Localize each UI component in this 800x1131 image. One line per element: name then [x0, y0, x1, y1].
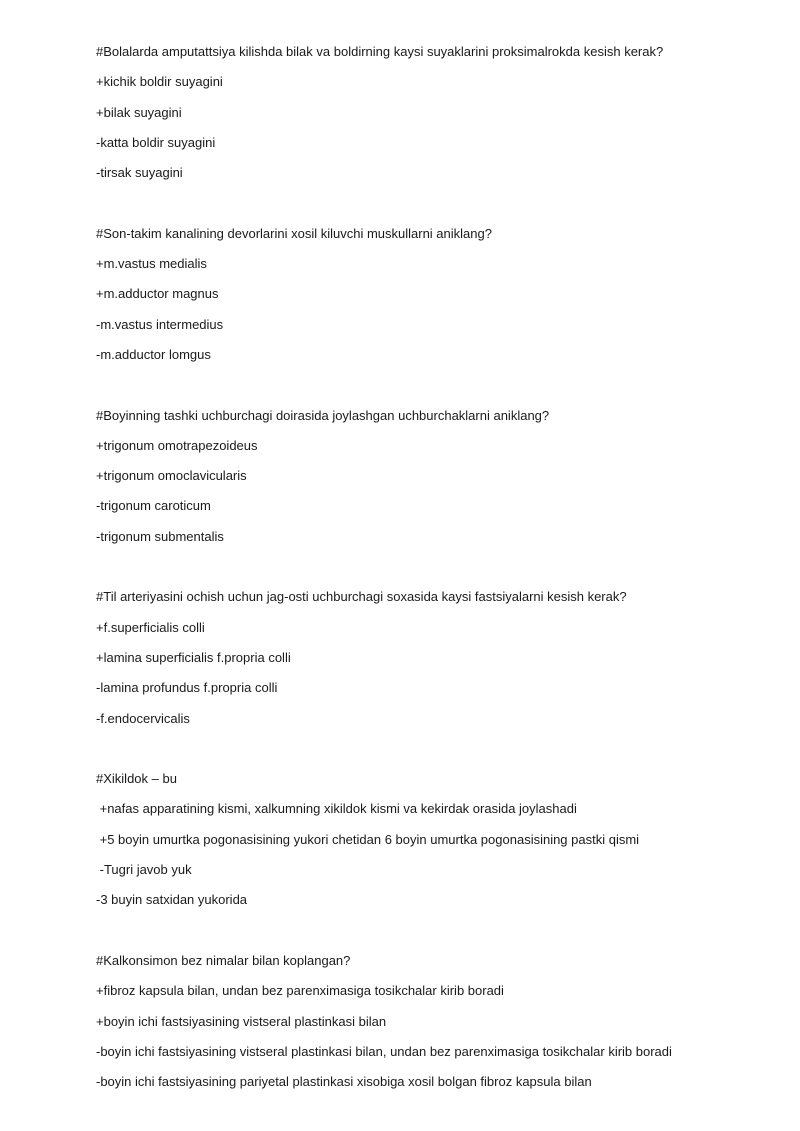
answer-option: +bilak suyagini — [96, 104, 182, 120]
answer-option: -trigonum caroticum — [96, 498, 211, 514]
question-text: #Boyinning tashki uchburchagi doirasida joylashgan uchburchaklarni aniklang? — [96, 407, 550, 423]
paragraph-gap — [96, 188, 776, 218]
question-block — [96, 946, 776, 1097]
answer-option: -m.adductor lomgus — [96, 346, 211, 362]
answer-option: +5 boyin umurtka pogonasisining yukori chetidan 6 boyin umurtka pogonasisining pastki qismi — [96, 831, 640, 847]
question-text: #Xikildok – bu — [96, 771, 177, 787]
paragraph-gap — [96, 734, 776, 764]
answer-option: +nafas apparatining kismi, xalkumning xikildok kismi va kekirdak orasida joylashadi — [96, 801, 577, 817]
question-text: #Son-takim kanalining devorlarini xosil kiluvchi muskullarni aniklang? — [96, 225, 492, 241]
question-block — [96, 219, 776, 401]
paragraph-gap — [96, 370, 776, 400]
answer-option: +m.adductor magnus — [96, 286, 219, 302]
question-text: #Til arteriyasini ochish uchun jag-osti uchburchagi soxasida kaysi fastsiyalarni kesish kerak? — [96, 589, 627, 605]
question-block — [96, 582, 776, 764]
answer-option: -Tugri javob yuk — [96, 862, 192, 878]
answer-option: +kichik boldir suyagini — [96, 74, 223, 90]
answer-option: -boyin ichi fastsiyasining pariyetal plastinkasi xisobiga xosil bolgan fibroz kapsula bilan — [96, 1074, 592, 1090]
paragraph-gap — [96, 916, 776, 946]
answer-option: -3 buyin satxidan yukorida — [96, 892, 248, 908]
answer-option: -boyin ichi fastsiyasining vistseral plastinkasi bilan, undan bez parenximasiga tosikchalar kirib boradi — [96, 1043, 672, 1059]
question-block — [96, 401, 776, 583]
answer-option: +fibroz kapsula bilan, undan bez parenximasiga tosikchalar kirib boradi — [96, 983, 504, 999]
question-block — [96, 37, 776, 219]
answer-option: +lamina superficialis f.propria colli — [96, 649, 291, 665]
answer-option: -tirsak suyagini — [96, 165, 183, 181]
paragraph-gap — [96, 552, 776, 582]
question-block — [96, 764, 776, 946]
answer-option: +m.vastus medialis — [96, 256, 207, 272]
answer-option: -katta boldir suyagini — [96, 134, 216, 150]
question-text: #Kalkonsimon bez nimalar bilan koplangan? — [96, 952, 351, 968]
answer-option: +f.superficialis colli — [96, 619, 205, 635]
document-page — [96, 37, 776, 1097]
answer-option: -trigonum submentalis — [96, 528, 224, 544]
answer-option: +boyin ichi fastsiyasining vistseral plastinkasi bilan — [96, 1013, 387, 1029]
answer-option: +trigonum omoclavicularis — [96, 468, 247, 484]
answer-option: -f.endocervicalis — [96, 710, 190, 726]
answer-option: -lamina profundus f.propria colli — [96, 680, 278, 696]
answer-option: -m.vastus intermedius — [96, 316, 224, 332]
answer-option: +trigonum omotrapezoideus — [96, 437, 258, 453]
question-text: #Bolalarda amputattsiya kilishda bilak va boldirning kaysi suyaklarini proksimalrokda kesish kerak? — [96, 44, 664, 59]
